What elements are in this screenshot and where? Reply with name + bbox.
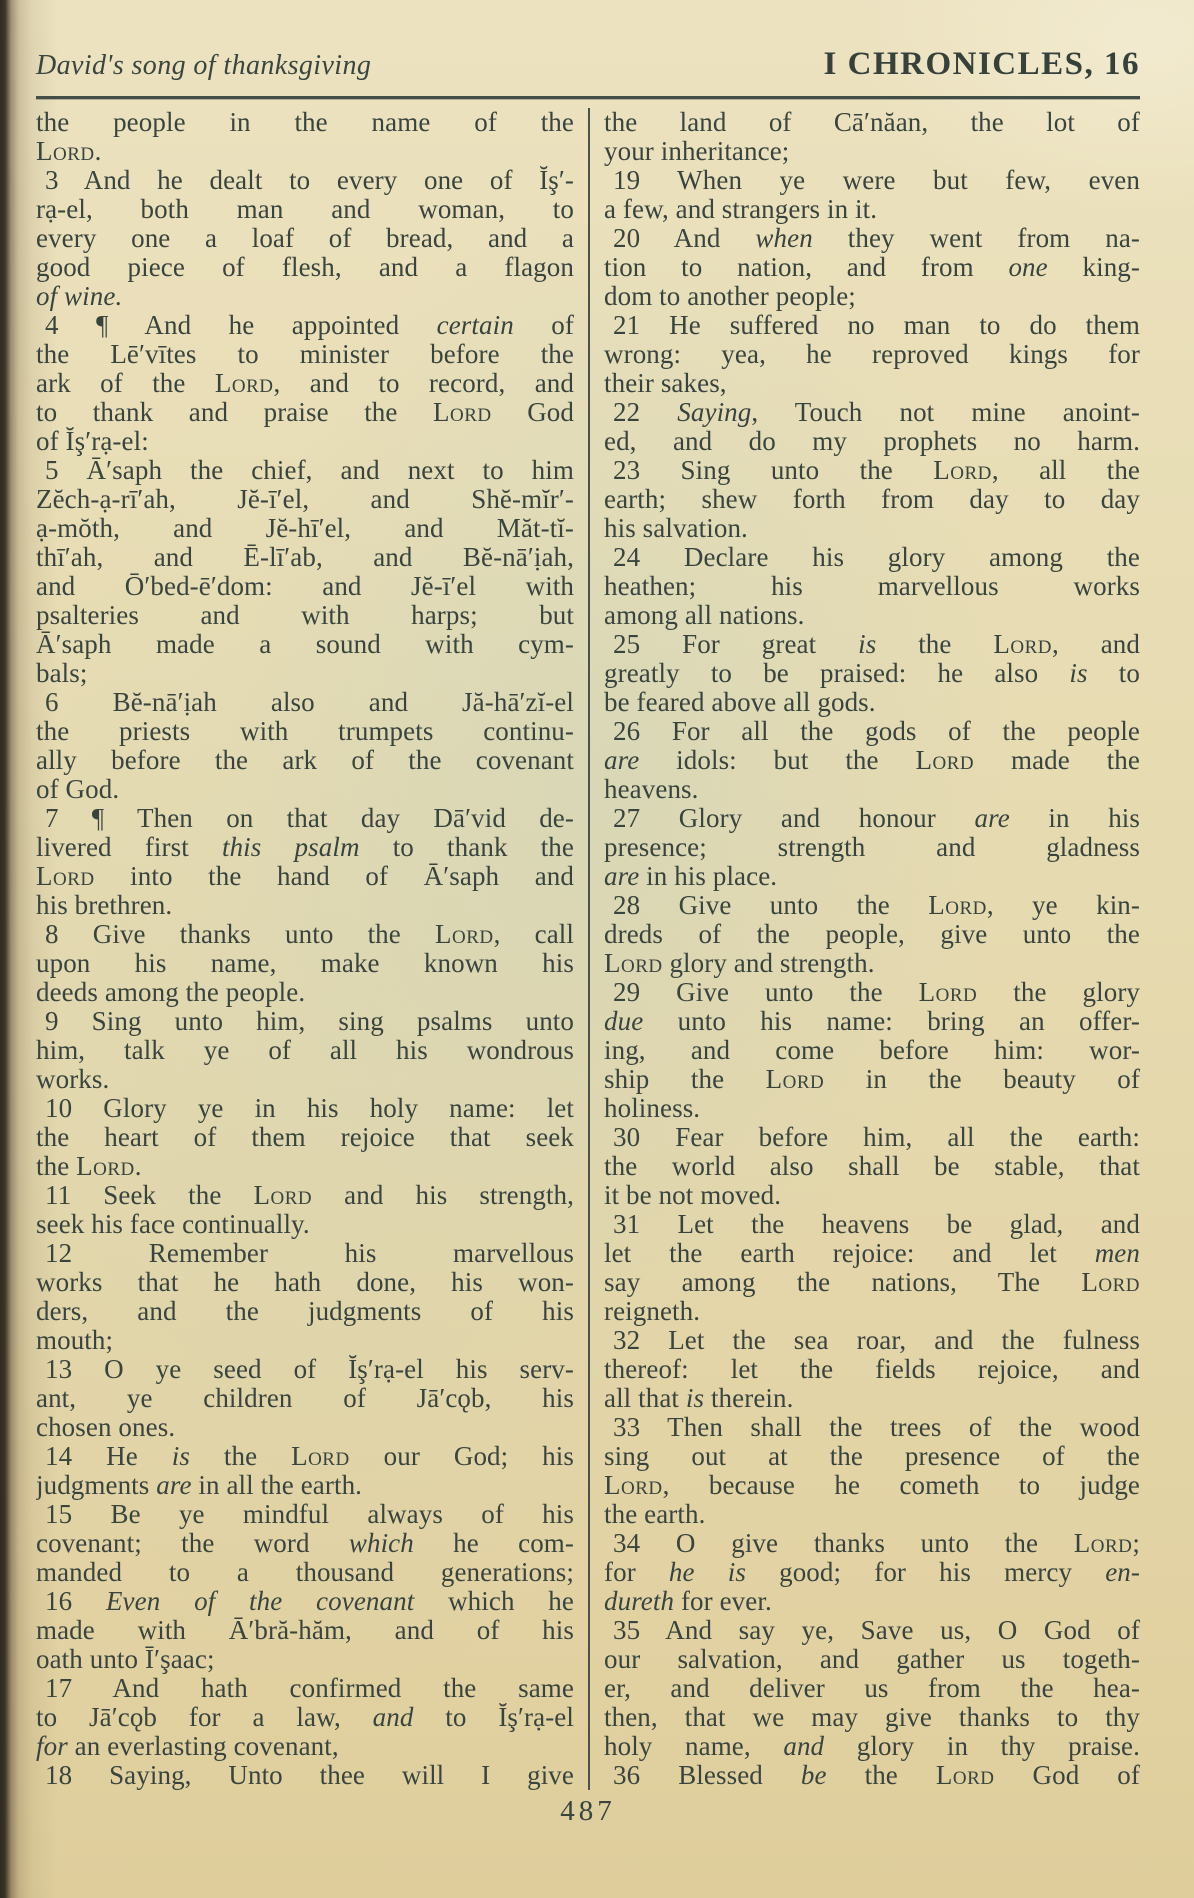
- verse-line: of Ĭş′rạ-el:: [36, 427, 149, 456]
- verse-line: a few, and strangers in it.: [604, 195, 878, 224]
- verse-line: thereof: let the fields rejoice, and: [604, 1355, 1140, 1384]
- verse-line: ing, and come before him: wor-: [604, 1036, 1140, 1065]
- verse-line: every one a loaf of bread, and a: [36, 224, 574, 253]
- verse-line: earth; shew forth from day to day: [604, 485, 1140, 514]
- verse-line: are idols: but the Lord made the: [604, 746, 1140, 775]
- verse-line: say among the nations, The Lord: [604, 1268, 1140, 1297]
- header-rule: [36, 96, 1140, 99]
- verse-line: ders, and the judgments of his: [36, 1297, 574, 1326]
- verse-line: covenant; the word which he com-: [36, 1529, 574, 1558]
- verse-line: Lord into the hand of Ā′saph and: [36, 862, 574, 891]
- verse-line: the world also shall be stable, that: [604, 1152, 1140, 1181]
- verse-line: good piece of flesh, and a flagon: [36, 253, 574, 282]
- verse-line: the Lē′vītes to minister before the: [36, 340, 574, 369]
- verse-line: 17 And hath confirmed the same: [45, 1674, 574, 1703]
- verse-line: the heart of them rejoice that seek: [36, 1123, 574, 1152]
- verse-line: and Ō′bed-ē′dom: and Jĕ-ī′el with: [36, 572, 574, 601]
- verse-line: 36 Blessed be the Lord God of: [613, 1761, 1140, 1790]
- verse-line: 5 Ā′saph the chief, and next to him: [45, 456, 574, 485]
- verse-line: mouth;: [36, 1326, 114, 1355]
- verse-line: let the earth rejoice: and let men: [604, 1239, 1140, 1268]
- verse-line: ed, and do my prophets no harm.: [604, 427, 1140, 456]
- verse-line: the Lord.: [36, 1152, 142, 1181]
- verse-line: 8 Give thanks unto the Lord, call: [45, 920, 574, 949]
- verse-line: 32 Let the sea roar, and the fulness: [613, 1326, 1140, 1355]
- verse-line: ally before the ark of the covenant: [36, 746, 574, 775]
- verse-line: reigneth.: [604, 1297, 701, 1326]
- verse-line: the land of Cā′năan, the lot of: [604, 108, 1140, 137]
- verse-line: 34 O give thanks unto the Lord;: [613, 1529, 1140, 1558]
- verse-line: tion to nation, and from one king-: [604, 253, 1140, 282]
- verse-line: for he is good; for his mercy en-: [604, 1558, 1140, 1587]
- verse-line: presence; strength and gladness: [604, 833, 1140, 862]
- book-chapter-heading: I CHRONICLES, 16: [823, 46, 1140, 82]
- verse-line: to Jā′cǫb for a law, and to Ĭş′rạ-el: [36, 1703, 574, 1732]
- verse-line: deeds among the people.: [36, 978, 306, 1007]
- verse-line: 6 Bĕ-nā′ịah also and Jă-hā′zĭ-el: [45, 688, 574, 717]
- verse-line: made with Ā′bră-hăm, and of his: [36, 1616, 574, 1645]
- verse-line: works.: [36, 1065, 110, 1094]
- verse-line: 26 For all the gods of the people: [613, 717, 1140, 746]
- verse-line: dureth for ever.: [604, 1587, 772, 1616]
- verse-line: for an everlasting covenant,: [36, 1732, 339, 1761]
- verse-line: livered first this psalm to thank the: [36, 833, 574, 862]
- verse-line: 15 Be ye mindful always of his: [45, 1500, 574, 1529]
- verse-line: Lord, because he cometh to judge: [604, 1471, 1140, 1500]
- verse-line: Ā′saph made a sound with cym-: [36, 630, 574, 659]
- verse-line: ark of the Lord, and to record, and: [36, 369, 574, 398]
- verse-line: 20 And when they went from na-: [613, 224, 1140, 253]
- verse-line: 14 He is the Lord our God; his: [45, 1442, 574, 1471]
- verse-line: er, and deliver us from the hea-: [604, 1674, 1140, 1703]
- verse-line: works that he hath done, his won-: [36, 1268, 574, 1297]
- verse-line: 28 Give unto the Lord, ye kin-: [613, 891, 1140, 920]
- verse-line: our salvation, and gather us togeth-: [604, 1645, 1140, 1674]
- page-header: [36, 46, 1140, 84]
- verse-line: 23 Sing unto the Lord, all the: [613, 456, 1140, 485]
- verse-line: ant, ye children of Jā′cǫb, his: [36, 1384, 574, 1413]
- verse-line: 29 Give unto the Lord the glory: [613, 978, 1140, 1007]
- verse-line: heathen; his marvellous works: [604, 572, 1140, 601]
- verse-line: 24 Declare his glory among the: [613, 543, 1140, 572]
- verse-line: 18 Saying, Unto thee will I give: [45, 1761, 574, 1790]
- verse-line: all that is therein.: [604, 1384, 794, 1413]
- verse-line: are in his place.: [604, 862, 778, 891]
- verse-line: among all nations.: [604, 601, 805, 630]
- verse-line: 3 And he dealt to every one of Ĭş′-: [45, 166, 574, 195]
- verse-line: 35 And say ye, Save us, O God of: [613, 1616, 1140, 1645]
- running-head: David's song of thanksgiving: [36, 50, 372, 81]
- verse-line: his salvation.: [604, 514, 748, 543]
- verse-line: their sakes,: [604, 369, 727, 398]
- verse-line: bals;: [36, 659, 88, 688]
- verse-line: to thank and praise the Lord God: [36, 398, 574, 427]
- verse-line: ship the Lord in the beauty of: [604, 1065, 1140, 1094]
- verse-line: seek his face continually.: [36, 1210, 310, 1239]
- verse-line: wrong: yea, he reproved kings for: [604, 340, 1140, 369]
- verse-line: 12 Remember his marvellous: [45, 1239, 574, 1268]
- verse-line: chosen ones.: [36, 1413, 176, 1442]
- verse-line: 31 Let the heavens be glad, and: [613, 1210, 1140, 1239]
- verse-line: of wine.: [36, 282, 123, 311]
- page-number: 487: [560, 1795, 616, 1827]
- verse-line: due unto his name: bring an offer-: [604, 1007, 1140, 1036]
- verse-line: heavens.: [604, 775, 699, 804]
- verse-line: 21 He suffered no man to do them: [613, 311, 1140, 340]
- verse-line: holiness.: [604, 1094, 701, 1123]
- verse-line: the people in the name of the: [36, 108, 574, 137]
- verse-line: 19 When ye were but few, even: [613, 166, 1140, 195]
- verse-line: 9 Sing unto him, sing psalms unto: [45, 1007, 574, 1036]
- verse-line: ạ-mŏth, and Jĕ-hī′el, and Măt-tĭ-: [36, 514, 574, 543]
- verse-line: thī′ah, and Ē-lī′ab, and Bĕ-nā′ịah,: [36, 543, 574, 572]
- verse-line: him, talk ye of all his wondrous: [36, 1036, 574, 1065]
- verse-line: 16 Even of the covenant which he: [45, 1587, 574, 1616]
- verse-line: rạ-el, both man and woman, to: [36, 195, 574, 224]
- verse-line: psalteries and with harps; but: [36, 601, 574, 630]
- column-divider: [588, 108, 590, 1790]
- verse-line: 10 Glory ye in his holy name: let: [45, 1094, 574, 1123]
- verse-line: your inheritance;: [604, 137, 790, 166]
- verse-line: greatly to be praised: he also is to: [604, 659, 1140, 688]
- verse-line: then, that we may give thanks to thy: [604, 1703, 1140, 1732]
- verse-line: Lord.: [36, 137, 102, 166]
- verse-line: 11 Seek the Lord and his strength,: [45, 1181, 574, 1210]
- verse-line: holy name, and glory in thy praise.: [604, 1732, 1140, 1761]
- verse-line: 27 Glory and honour are in his: [613, 804, 1140, 833]
- verse-line: oath unto Ī′şaac;: [36, 1645, 215, 1674]
- verse-line: his brethren.: [36, 891, 173, 920]
- verse-line: manded to a thousand generations;: [36, 1558, 574, 1587]
- verse-line: the priests with trumpets continu-: [36, 717, 574, 746]
- verse-line: sing out at the presence of the: [604, 1442, 1140, 1471]
- verse-line: the earth.: [604, 1500, 706, 1529]
- verse-line: be feared above all gods.: [604, 688, 876, 717]
- verse-line: 30 Fear before him, all the earth:: [613, 1123, 1140, 1152]
- verse-line: 22 Saying, Touch not mine anoint-: [613, 398, 1140, 427]
- left-column: [36, 108, 574, 1790]
- verse-line: it be not moved.: [604, 1181, 782, 1210]
- verse-line: Lord glory and strength.: [604, 949, 875, 978]
- verse-line: 7 ¶ Then on that day Dā′vid de-: [45, 804, 574, 833]
- verse-line: upon his name, make known his: [36, 949, 574, 978]
- verse-line: of God.: [36, 775, 120, 804]
- verse-line: 33 Then shall the trees of the wood: [613, 1413, 1140, 1442]
- verse-line: judgments are in all the earth.: [36, 1471, 363, 1500]
- verse-line: dreds of the people, give unto the: [604, 920, 1140, 949]
- verse-line: Zĕch-ạ-rī′ah, Jĕ-ī′el, and Shĕ-mĭr′-: [36, 485, 574, 514]
- verse-line: dom to another people;: [604, 282, 856, 311]
- right-column: [604, 108, 1140, 1790]
- verse-line: 13 O ye seed of Ĭş′rạ-el his serv-: [45, 1355, 574, 1384]
- text-columns: [36, 108, 1140, 1790]
- verse-line: 4 ¶ And he appointed certain of: [45, 311, 574, 340]
- verse-line: 25 For great is the Lord, and: [613, 630, 1140, 659]
